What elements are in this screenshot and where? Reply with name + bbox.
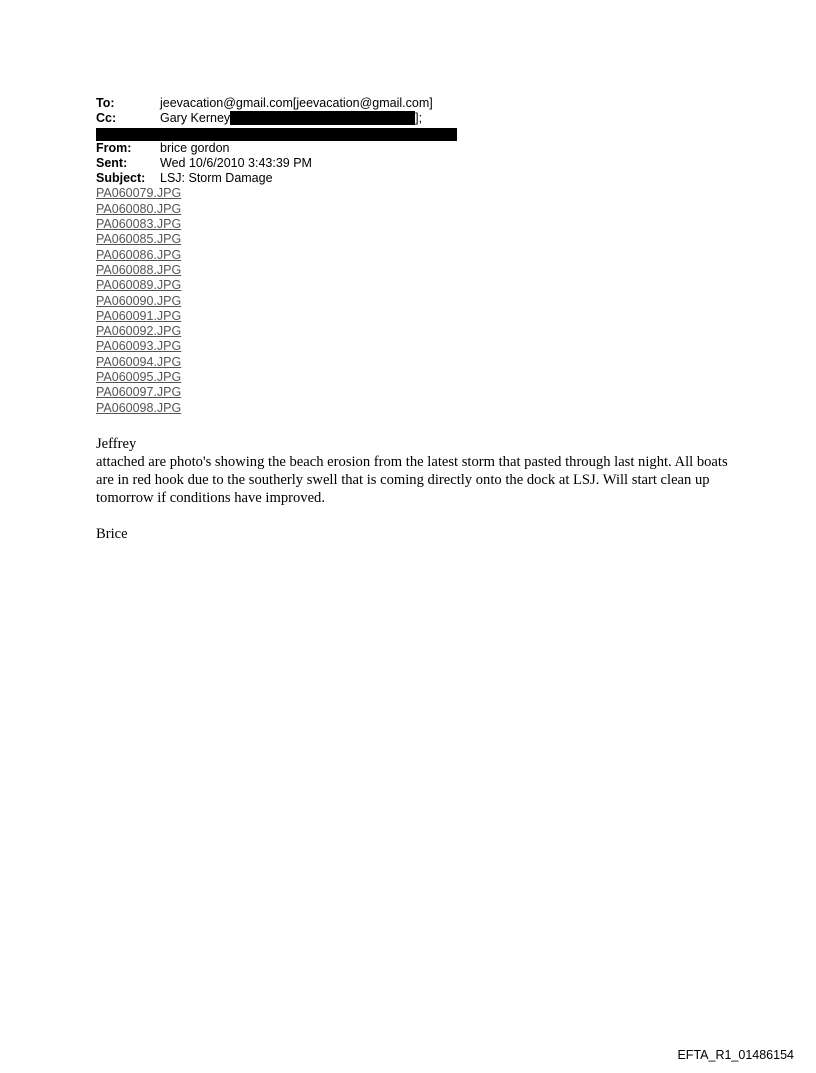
email-body xyxy=(96,435,736,543)
body-paragraph: attached are photo's showing the beach erosion from the latest storm that pasted through last night. All boats are in red hook due to the southerly swell that is coming directly onto the dock at LSJ. Will start clean up tomorrow if conditions have improved. xyxy=(96,454,728,506)
to-label: To: xyxy=(96,96,115,110)
cc-name: Gary Kerney xyxy=(160,111,231,126)
attachment-link[interactable]: PA060086.JPG xyxy=(96,247,182,262)
from-label: From: xyxy=(96,140,132,155)
attachment-link[interactable]: PA060094.JPG xyxy=(96,354,182,369)
attachment-link[interactable]: PA060095.JPG xyxy=(96,370,182,385)
attachment-link[interactable]: PA060093.JPG xyxy=(96,339,182,354)
greeting: Jeffrey xyxy=(96,436,137,452)
cc-row xyxy=(96,111,516,126)
document-id: EFTA_R1_01486154 xyxy=(677,1048,794,1062)
to-value: jeevacation@gmail.com[jeevacation@gmail.com] xyxy=(160,96,433,110)
sent-label: Sent: xyxy=(96,155,128,170)
attachment-link[interactable]: PA060080.JPG xyxy=(96,201,182,216)
from-row xyxy=(96,141,516,156)
to-row xyxy=(96,96,516,111)
sent-row xyxy=(96,156,516,171)
cc-tail: ]; xyxy=(415,111,423,126)
attachment-link[interactable]: PA060083.JPG xyxy=(96,217,182,232)
subject-value: LSJ: Storm Damage xyxy=(160,171,273,186)
subject-label: Subject: xyxy=(96,171,146,186)
attachment-list xyxy=(96,186,516,415)
attachment-link[interactable]: PA060092.JPG xyxy=(96,324,182,339)
from-value: brice gordon xyxy=(160,140,230,155)
redaction-line xyxy=(96,128,457,141)
sent-value: Wed 10/6/2010 3:43:39 PM xyxy=(160,155,312,170)
signature: Brice xyxy=(96,526,128,542)
attachment-link[interactable]: PA060091.JPG xyxy=(96,308,182,323)
redaction-block xyxy=(230,111,415,125)
attachment-link[interactable]: PA060089.JPG xyxy=(96,278,182,293)
attachment-link[interactable]: PA060090.JPG xyxy=(96,293,182,308)
subject-row xyxy=(96,171,516,186)
attachment-link[interactable]: PA060097.JPG xyxy=(96,385,182,400)
attachment-link[interactable]: PA060098.JPG xyxy=(96,400,182,415)
email-header xyxy=(96,96,516,416)
cc-label: Cc: xyxy=(96,111,117,126)
attachment-link[interactable]: PA060085.JPG xyxy=(96,232,182,247)
attachment-link[interactable]: PA060088.JPG xyxy=(96,262,182,277)
attachment-link[interactable]: PA060079.JPG xyxy=(96,186,182,201)
cc-value xyxy=(160,111,422,126)
